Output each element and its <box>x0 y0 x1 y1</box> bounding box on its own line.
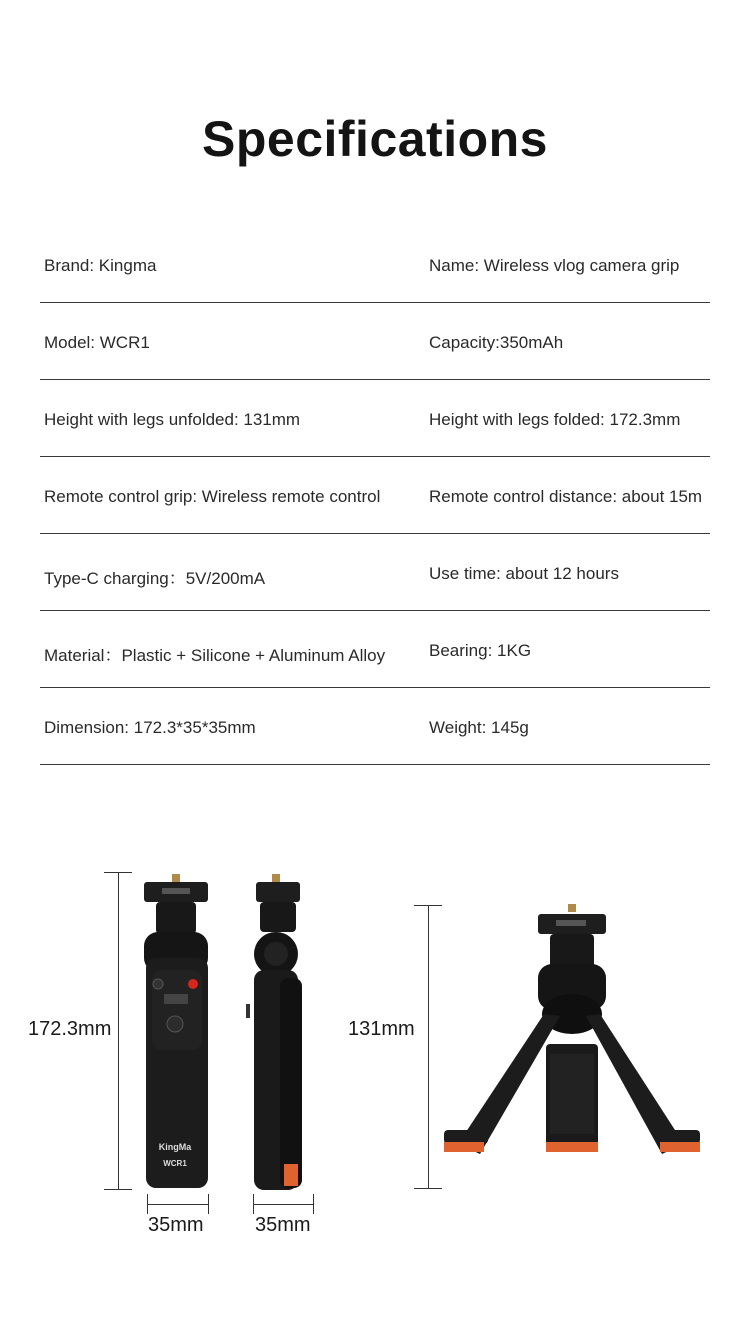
front-width-tick-right <box>208 1194 209 1214</box>
product-dimension-figure <box>0 860 750 1280</box>
spec-row <box>40 226 710 303</box>
spec-row <box>40 303 710 380</box>
front-width-dimension-line <box>147 1204 209 1205</box>
spec-row <box>40 688 710 765</box>
grip-side-view-image <box>246 874 316 1192</box>
spec-bearing: Bearing: 1KG <box>429 641 532 660</box>
spec-brand: Brand: Kingma <box>44 256 157 275</box>
unfolded-height-tick-bottom <box>414 1188 442 1189</box>
tripod-unfolded-view-image <box>440 904 704 1194</box>
side-width-label: 35mm <box>255 1214 311 1236</box>
grip-front-view-image <box>138 874 218 1192</box>
spec-table <box>40 226 710 765</box>
spec-name: Name: Wireless vlog camera grip <box>429 256 680 275</box>
spec-row <box>40 380 710 457</box>
spec-model: Model: WCR1 <box>44 333 150 352</box>
spec-remote-distance: Remote control distance: about 15m <box>429 487 703 506</box>
spec-row <box>40 534 710 611</box>
front-width-label: 35mm <box>148 1214 204 1236</box>
unfolded-height-label: 131mm <box>348 1018 415 1040</box>
spec-material: Material：Plastic + Silicone + Aluminum Alloy <box>44 646 386 665</box>
spec-remote-grip: Remote control grip: Wireless remote control <box>44 487 381 506</box>
spec-charging: Type-C charging：5V/200mA <box>44 569 266 588</box>
height-dimension-tick-bottom <box>104 1189 132 1190</box>
spec-row <box>40 611 710 688</box>
spec-dimension: Dimension: 172.3*35*35mm <box>44 718 256 737</box>
unfolded-height-dimension-line <box>428 905 429 1189</box>
unfolded-height-tick-top <box>414 905 442 906</box>
page-title: Specifications <box>202 111 548 167</box>
spec-weight: Weight: 145g <box>429 718 529 737</box>
front-width-tick-left <box>147 1194 148 1214</box>
side-width-tick-left <box>253 1194 254 1214</box>
spec-height-unfolded: Height with legs unfolded: 131mm <box>44 410 301 429</box>
side-width-dimension-line <box>253 1204 314 1205</box>
side-width-tick-right <box>313 1194 314 1214</box>
spec-height-folded: Height with legs folded: 172.3mm <box>429 410 681 429</box>
spec-use-time: Use time: about 12 hours <box>429 564 619 583</box>
spec-capacity: Capacity:350mAh <box>429 333 564 352</box>
height-dimension-tick-top <box>104 872 132 873</box>
grip-model-print: WCR1 <box>163 1159 187 1168</box>
grip-brand-print: KingMa <box>158 1142 192 1152</box>
spec-row <box>40 457 710 534</box>
height-dimension-line <box>118 872 119 1190</box>
folded-height-label: 172.3mm <box>28 1018 112 1040</box>
